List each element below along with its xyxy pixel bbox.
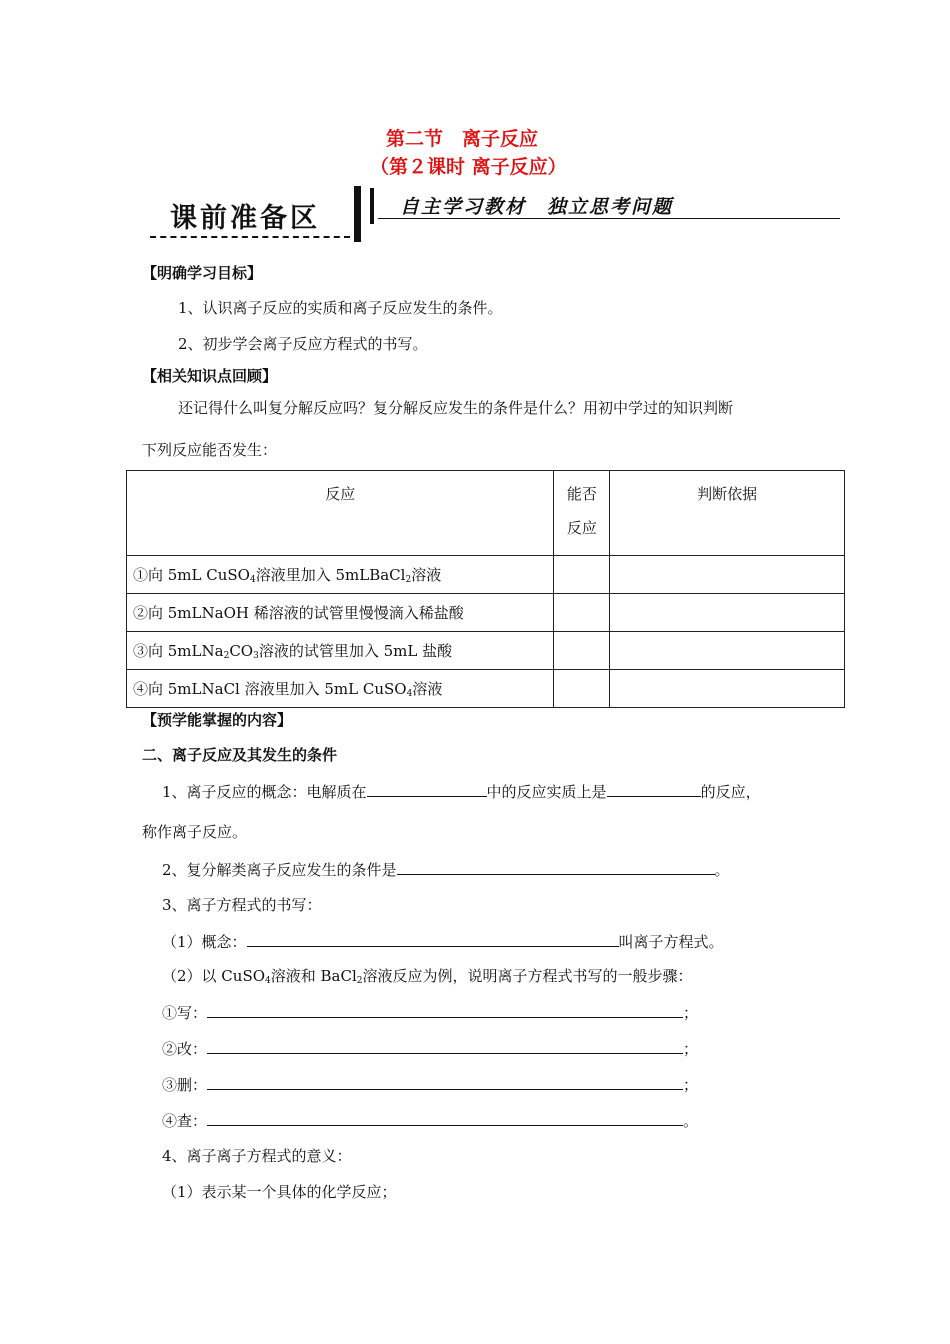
item4-heading: 4、离子离子方程式的意义： [162, 1147, 352, 1165]
can-occur-cell[interactable] [554, 594, 610, 632]
banner-left-title: 课前准备区 [170, 203, 320, 234]
page-subtitle: （第２课时 离子反应） [370, 156, 567, 178]
preview-subheading: 二、离子反应及其发生的条件 [142, 746, 338, 764]
blank-essence[interactable] [607, 780, 701, 797]
banner-underline [378, 218, 840, 219]
blank-step-delete[interactable] [207, 1073, 683, 1090]
banner-right-slogan: 自主学习教材 独立思考问题 [400, 196, 674, 218]
item3-heading: 3、离子方程式的书写： [162, 896, 322, 914]
banner-divider [354, 186, 361, 242]
table-header-row [127, 471, 845, 556]
reaction-cell: ②向 5mLNaOH 稀溶液的试管里慢慢滴入稀盐酸 [127, 594, 554, 632]
review-text-2: 下列反应能否发生： [142, 441, 278, 459]
header-basis: 判断依据 [610, 471, 845, 556]
can-occur-cell[interactable] [554, 556, 610, 594]
table-row [127, 556, 845, 594]
blank-medium[interactable] [367, 780, 487, 797]
blank-step-change[interactable] [207, 1037, 683, 1054]
ionic-eq-concept-line: （1）概念： 叫离子方程式。 [162, 930, 724, 952]
banner [150, 188, 850, 242]
blank-step-check[interactable] [207, 1109, 683, 1126]
can-occur-cell[interactable] [554, 670, 610, 708]
goal-item-2: 2、初步学会离子反应方程式的书写。 [178, 335, 428, 353]
blank-step-write[interactable] [207, 1001, 683, 1018]
header-reaction: 反应 [127, 471, 554, 556]
can-occur-cell[interactable] [554, 632, 610, 670]
step-write: ①写： ； [162, 1001, 698, 1023]
reaction-table [126, 470, 845, 708]
reaction-cell: ④向 5mLNaCl 溶液里加入 5mL CuSO$_4$溶液 [127, 670, 554, 708]
banner-dash-line [150, 236, 350, 238]
header-can-occur: 能否 反应 [554, 471, 610, 556]
preview-heading: 【预学能掌握的内容】 [142, 711, 293, 729]
steps-intro-line: （2）以 CuSO$_4$溶液和 BaCl$_2$溶液反应为例，说明离子方程式书写的一般步骤： [162, 967, 693, 986]
condition-line: 2、复分解类离子反应发生的条件是 。 [162, 858, 730, 880]
table-row [127, 594, 845, 632]
reaction-cell: ①向 5mL CuSO$_4$溶液里加入 5mLBaCl$_2$溶液 [127, 556, 554, 594]
concept-line-2: 称作离子反应。 [142, 823, 248, 841]
basis-cell[interactable] [610, 632, 845, 670]
step-change: ②改： ； [162, 1037, 698, 1059]
goal-item-1: 1、认识离子反应的实质和离子反应发生的条件。 [178, 299, 503, 317]
item4-1: （1）表示某一个具体的化学反应； [162, 1183, 397, 1201]
step-delete: ③删： ； [162, 1073, 698, 1095]
review-heading: 【相关知识点回顾】 [142, 367, 278, 385]
reaction-cell: ③向 $5mLNa_2CO_3$溶液的试管里加入 5mL 盐酸 [127, 632, 554, 670]
blank-condition[interactable] [397, 858, 715, 875]
table-row [127, 632, 845, 670]
basis-cell[interactable] [610, 556, 845, 594]
review-text-1: 还记得什么叫复分解反应吗？复分解反应发生的条件是什么？用初中学过的知识判断 [178, 399, 734, 417]
page-title: 第二节 离子反应 [386, 128, 539, 150]
goals-heading: 【明确学习目标】 [142, 264, 263, 282]
blank-ionic-concept[interactable] [247, 930, 619, 947]
basis-cell[interactable] [610, 594, 845, 632]
concept-line: 1、离子反应的概念：电解质在 中的反应实质上是 的反应， [162, 780, 761, 802]
table-row [127, 670, 845, 708]
step-check: ④查： 。 [162, 1109, 698, 1131]
banner-divider-thin [370, 188, 374, 224]
basis-cell[interactable] [610, 670, 845, 708]
